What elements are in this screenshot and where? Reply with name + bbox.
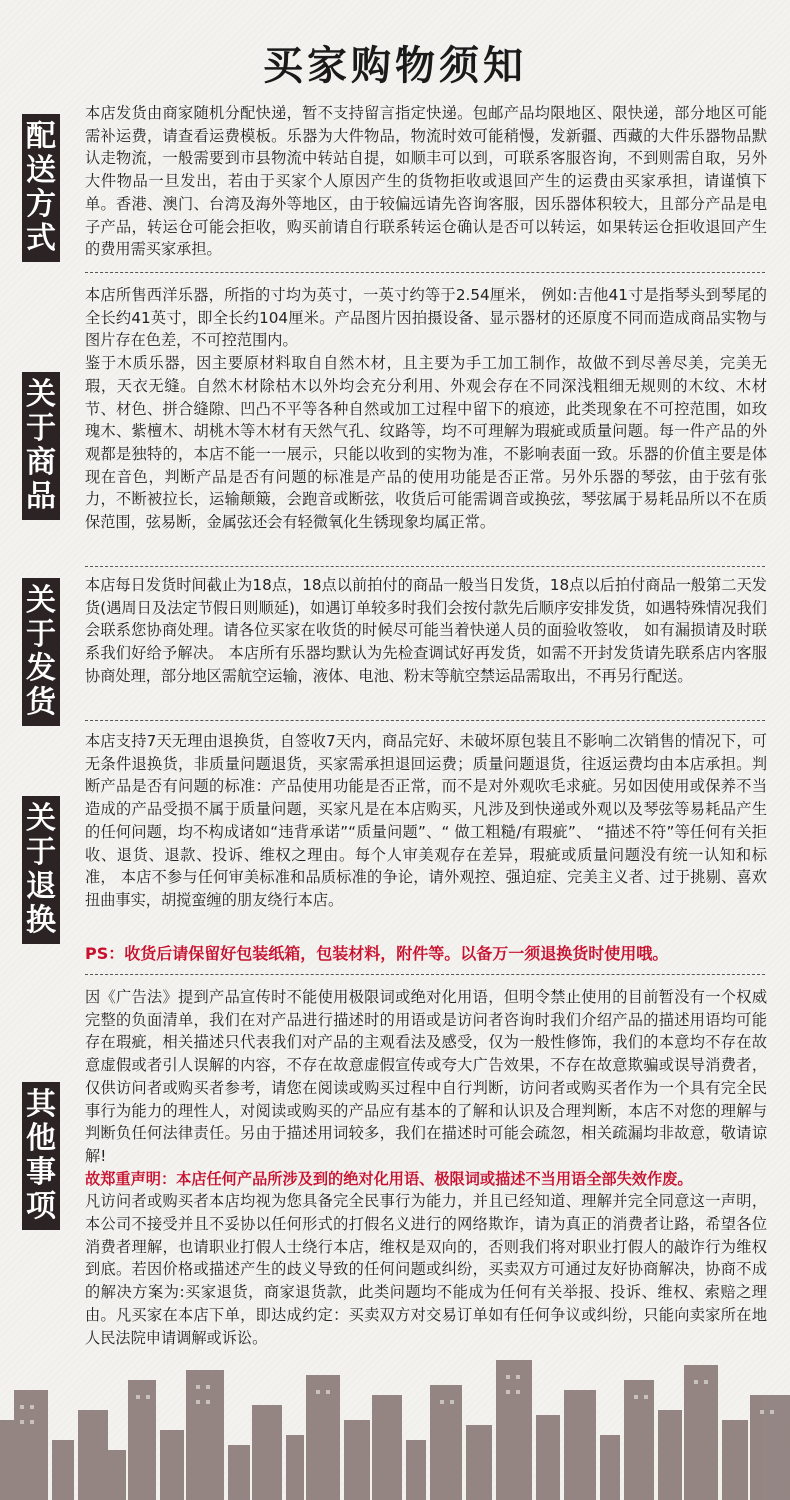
label-char: 货 [26, 685, 56, 720]
section-label-other [22, 1082, 60, 1230]
section-label-returns [22, 796, 60, 944]
other-paragraph: 凡访问者或购买者本店均视为您具备完全民事行为能力，并且已经知道、理解并完全同意这一声明，本公司不接受并且不妥协以任何形式的打假名义进行的网络欺诈，请为真正的消费者让路，希望各位消费者理解，也请职业打假人士绕行本店，维权是双向的，否则我们将对职业打假人的敲诈行为维权到底。若因价格或描述产生的歧义导致的任何问题或纠纷，买卖双方可通过友好协商解决，协商不成的解决方案为:买家退货，商家退货款，此类问题均不能成为任何有关举报、投诉、维权、索赔之理由。凡买家在本店下单，即达成约定：买卖双方对交易订单如有任何争议或纠纷，只能向卖家所在地人民法院申请调解或诉讼。 [85, 1192, 767, 1347]
section-label-shipping [22, 114, 60, 262]
delivery-paragraph: 本店每日发货时间截止为18点，18点以前拍付的商品一般当日发货，18点以后拍付商品一般第二天发货(遇周日及法定节假日则顺延)，如遇订单较多时我们会按付款先后顺序安排发货，如遇特殊情况我们会联系您协商处理。请各位买家在收货的时候尽可能当着快递人员的面验收签收， 如有漏损请及时联系我们好给予解决。 本店所有乐器均默认为先检查调试好再发货，如需不开封发货请先联系店内客服协商处理，部分地区需航空运输，液体、电池、粉末等航空禁运品需取出，不再另行配送。 [85, 576, 767, 685]
label-char: 配 [26, 119, 56, 154]
shipping-paragraph: 本店发货由商家随机分配快递，暂不支持留言指定快递。包邮产品均限地区、限快递，部分地区可能需补运费，请查看运费模板。乐器为大件物品，物流时效可能稍慢，发新疆、西藏的大件乐器物品默认走物流，一般需要到市县物流中转站自提，如顺丰可以到，可联系客服咨询，不到则需自取，另外大件物品一旦发出，若由于买家个人原因产生的货物拒收或退回产生的运费由买家承担，请谨慎下单。香港、澳门、台湾及海外等地区，由于较偏远请先咨询客服，因乐器体积较大，且部分产品是电子产品，转运仓可能会拒收，购买前请自行联系转运仓确认是否可以转运，如果转运仓拒收退回产生的费用需买家承担。 [85, 104, 767, 259]
divider [85, 720, 765, 721]
label-char: 发 [26, 651, 56, 686]
product-paragraph: 鉴于木质乐器，因主要原材料取自自然木材，且主要为手工加工制作，故做不到尽善尽美，完美无瑕，天衣无缝。自然木材除枯木以外均会充分利用、外观会存在不同深浅粗细无规则的木纹、木材节、材色、拼合缝隙、凹凸不平等各种自然或加工过程中留下的痕迹，此类现象在不可控范围，如玫瑰木、紫檀木、胡桃木等木材有天然气孔、纹路等，均不可理解为瑕疵或质量问题。每一件产品的外观都是独特的，本店不能一一展示，只能以收到的实物为准，不影响表面一致。乐器的价值主要是体现在音色，判断产品是否有问题的标准是产品的使用功能是否正常。另外乐器的琴弦，由于弦有张力，不断被拉长，运输颠簸，会跑音或断弦，收货后可能需调音或换弦，琴弦属于易耗品所以不在质保范围，弦易断，金属弦还会有轻微氧化生锈现象均属正常。 [85, 354, 767, 532]
section-label-product [22, 372, 60, 520]
label-char: 送 [26, 153, 56, 188]
label-char: 关 [26, 801, 56, 836]
label-char: 关 [26, 377, 56, 412]
other-paragraph: 因《广告法》提到产品宣传时不能使用极限词或绝对化用语，但明令禁止使用的目前暂没有一个权威完整的负面清单，我们在对产品进行描述时的用语或是访问者咨询时我们介绍产品的描述用语均可能存在瑕疵，相关描述只代表我们对产品的主观看法及感受，仅为一般性修饰，我们的本意均不存在故意虚假或者引人误解的内容，不存在故意虚假宣传或夸大广告效果，不存在故意欺骗或误导消费者，仅供访问者或购买者参考，请您在阅读或购买过程中自行判断，访问者或购买者作为一个具有完全民事行为能力的理性人，对阅读或购买的产品应有基本的了解和认识及合理判断，本店不对您的理解与判断负任何法律责任。另由于描述用词较多，我们在描述时可能会疏忽，相关疏漏均非故意，敬请谅解! [85, 988, 767, 1165]
divider [85, 974, 765, 975]
returns-paragraph: 本店支持7天无理由退换货，自签收7天内，商品完好、未破坏原包装且不影响二次销售的情况下，可无条件退换货，非质量问题退货，买家需承担退回运费；质量问题退货，往返运费均由本店承担。判断产品是否有问题的标准：产品使用功能是否正常，而不是对外观吹毛求疵。另如因使用或保养不当造成的产品受损不属于质量问题，买家凡是在本店购买，凡涉及到快递或外观以及琴弦等易耗品产生的任何问题，均不构成诸如“违背承诺”“质量问题”、“ 做工粗糙/有瑕疵”、 “描述不符”等任何有关拒收、退货、退款、投诉、维权之理由。每个人审美观存在差异，瑕疵或质量问题没有统一认知和标准， 本店不参与任何审美标准和品质标准的争论，请外观控、强迫症、完美主义者、过于挑剔、喜欢扭曲事实，胡搅蛮缠的朋友绕行本店。 [85, 732, 767, 909]
label-char: 项 [26, 1189, 56, 1224]
label-char: 式 [26, 221, 56, 256]
label-char: 退 [26, 869, 56, 904]
label-char: 换 [26, 903, 56, 938]
label-char: 商 [26, 445, 56, 480]
returns-text [85, 730, 767, 912]
section-label-delivery [22, 578, 60, 726]
declaration-statement: 故郑重声明：本店任何产品所涉及到的绝对化用语、极限词或描述不当用语全部失效作废。 [85, 1169, 693, 1188]
label-char: 方 [26, 187, 56, 222]
label-char: 其 [26, 1087, 56, 1122]
label-char: 关 [26, 583, 56, 618]
label-char: 于 [26, 411, 56, 446]
shipping-text [85, 102, 767, 261]
product-text [85, 284, 767, 534]
product-paragraph: 本店所售西洋乐器，所指的寸均为英寸，一英寸约等于2.54厘米， 例如:吉他41寸是指琴头到琴尾的全长约41英寸，即全长约104厘米。产品图片因拍摄设备、显示器材的还原度不同而造成商品实物与图片存在色差，不可控范围内。 [85, 286, 767, 350]
delivery-text [85, 574, 767, 688]
label-char: 事 [26, 1155, 56, 1190]
label-char: 品 [26, 479, 56, 514]
divider [85, 566, 765, 567]
other-text [85, 986, 767, 1349]
label-char: 于 [26, 835, 56, 870]
divider [85, 272, 765, 273]
city-skyline-illustration [0, 1350, 790, 1500]
page-title: 买家购物须知 [263, 43, 527, 89]
label-char: 于 [26, 617, 56, 652]
label-char: 他 [26, 1121, 56, 1156]
returns-ps-note: PS：收货后请保留好包装纸箱，包装材料，附件等。以备万一须退换货时使用哦。 [85, 944, 669, 963]
